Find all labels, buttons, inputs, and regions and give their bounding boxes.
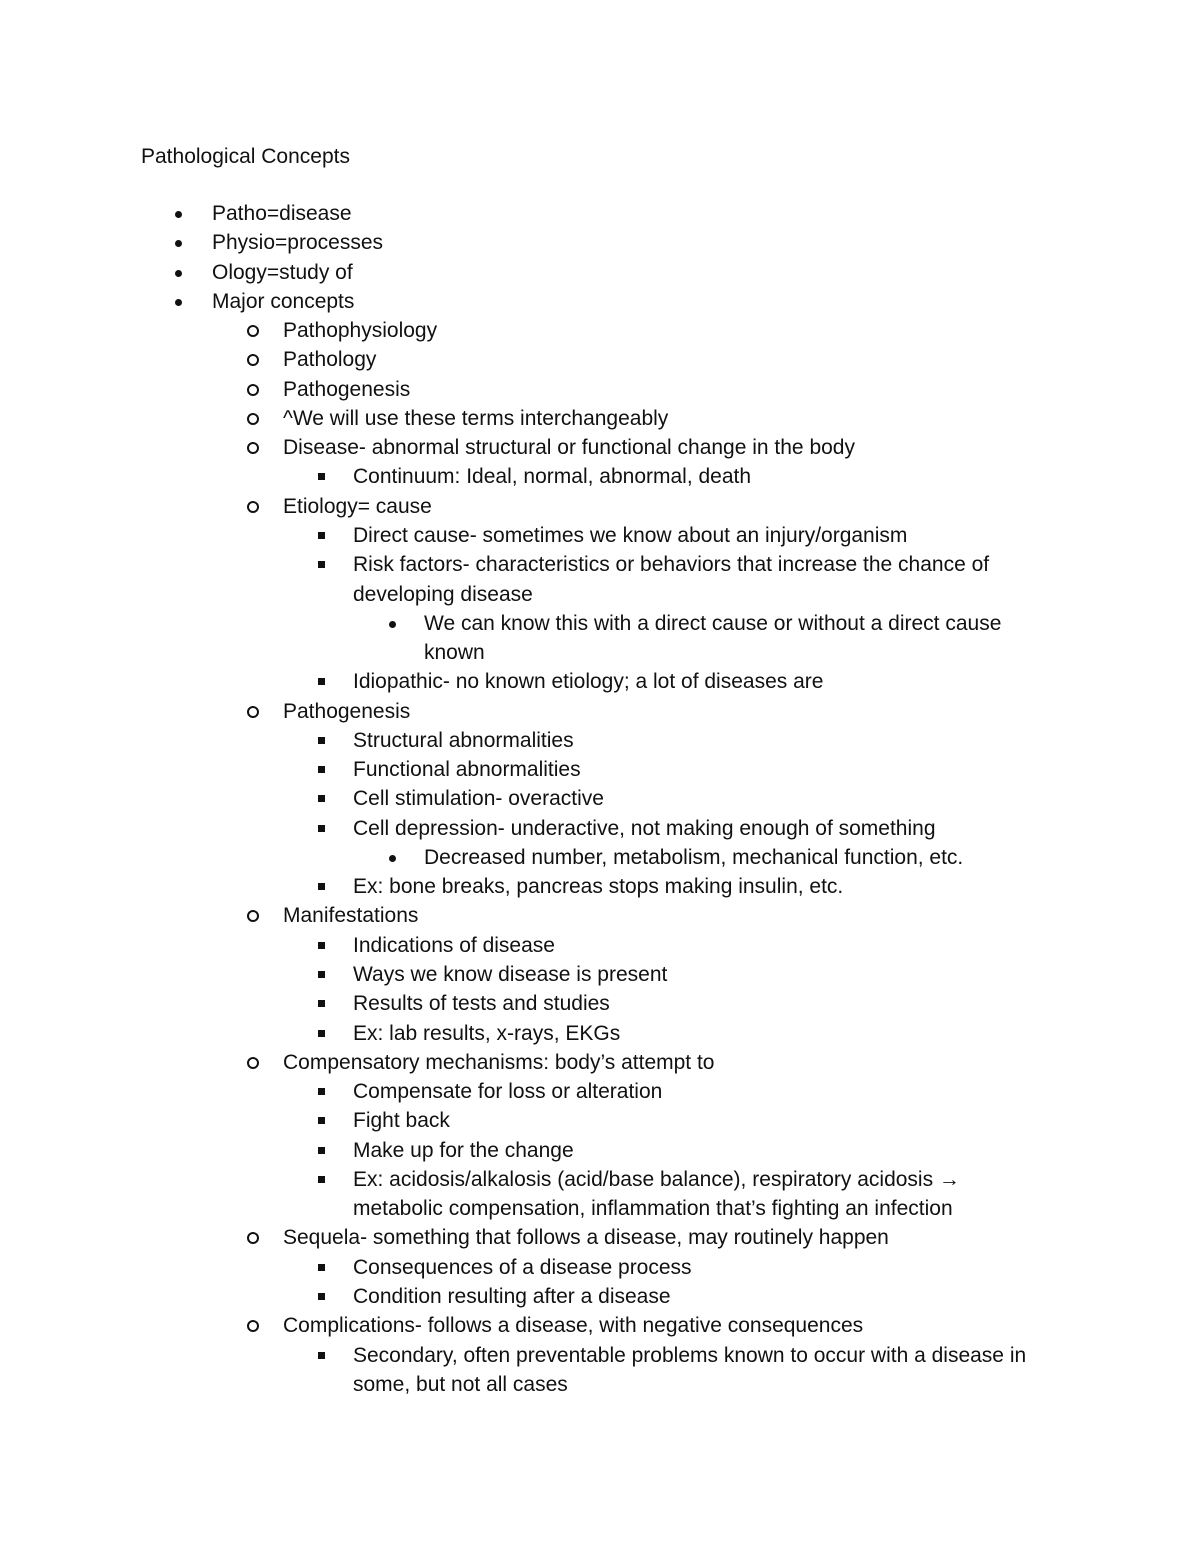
square-bullet-icon <box>318 825 325 832</box>
list-item-continuation: metabolic compensation, inflammation that’s fighting an infection <box>353 1197 953 1220</box>
list-item: Fight back <box>353 1109 450 1132</box>
circle-bullet-icon <box>247 384 259 396</box>
bullet-icon <box>175 299 182 306</box>
list-item: Compensate for loss or alteration <box>353 1080 663 1103</box>
list-item: Cell depression- underactive, not making enough of something <box>353 817 936 840</box>
list-item: Ex: lab results, x-rays, EKGs <box>353 1022 621 1045</box>
list-item: Structural abnormalities <box>353 729 574 752</box>
circle-bullet-icon <box>247 706 259 718</box>
list-item-continuation: some, but not all cases <box>353 1373 568 1396</box>
list-item: Complications- follows a disease, with negative consequences <box>283 1314 864 1337</box>
list-item: Ways we know disease is present <box>353 963 668 986</box>
square-bullet-icon <box>318 1176 325 1183</box>
list-item: Ex: acidosis/alkalosis (acid/base balance), respiratory acidosis → <box>353 1168 960 1191</box>
list-item: Ology=study of <box>212 261 353 284</box>
square-bullet-icon <box>318 1088 325 1095</box>
list-item: Results of tests and studies <box>353 992 610 1015</box>
square-bullet-icon <box>318 971 325 978</box>
square-bullet-icon <box>318 561 325 568</box>
circle-bullet-icon <box>247 1320 259 1332</box>
list-item: ^We will use these terms interchangeably <box>283 407 669 430</box>
circle-bullet-icon <box>247 1057 259 1069</box>
list-item-continuation: known <box>424 641 485 664</box>
bullet-icon <box>175 211 182 218</box>
list-item: Pathogenesis <box>283 700 411 723</box>
list-item: Condition resulting after a disease <box>353 1285 671 1308</box>
circle-bullet-icon <box>247 325 259 337</box>
bullet-icon <box>389 855 396 862</box>
square-bullet-icon <box>318 795 325 802</box>
bullet-icon <box>175 270 182 277</box>
circle-bullet-icon <box>247 442 259 454</box>
list-item: Continuum: Ideal, normal, abnormal, death <box>353 465 752 488</box>
list-item: Risk factors- characteristics or behaviors that increase the chance of <box>353 553 990 576</box>
list-item: Pathology <box>283 348 377 371</box>
square-bullet-icon <box>318 737 325 744</box>
square-bullet-icon <box>318 1000 325 1007</box>
square-bullet-icon <box>318 1264 325 1271</box>
square-bullet-icon <box>318 1352 325 1359</box>
square-bullet-icon <box>318 532 325 539</box>
circle-bullet-icon <box>247 1232 259 1244</box>
square-bullet-icon <box>318 942 325 949</box>
circle-bullet-icon <box>247 354 259 366</box>
square-bullet-icon <box>318 678 325 685</box>
list-item: Manifestations <box>283 904 419 927</box>
circle-bullet-icon <box>247 413 259 425</box>
list-item: Direct cause- sometimes we know about an injury/organism <box>353 524 908 547</box>
list-item: Sequela- something that follows a disease, may routinely happen <box>283 1226 889 1249</box>
square-bullet-icon <box>318 473 325 480</box>
list-item: Etiology= cause <box>283 495 432 518</box>
list-item: Ex: bone breaks, pancreas stops making insulin, etc. <box>353 875 844 898</box>
list-item-continuation: developing disease <box>353 583 533 606</box>
list-item: Physio=processes <box>212 231 384 254</box>
square-bullet-icon <box>318 1147 325 1154</box>
list-item: Functional abnormalities <box>353 758 581 781</box>
bullet-icon <box>175 240 182 247</box>
list-item: Pathogenesis <box>283 378 411 401</box>
list-item: Compensatory mechanisms: body’s attempt to <box>283 1051 715 1074</box>
list-item: Indications of disease <box>353 934 555 957</box>
list-item: Major concepts <box>212 290 355 313</box>
list-item: Cell stimulation- overactive <box>353 787 604 810</box>
list-item: We can know this with a direct cause or without a direct cause <box>424 612 1002 635</box>
circle-bullet-icon <box>247 501 259 513</box>
bullet-icon <box>389 621 396 628</box>
circle-bullet-icon <box>247 910 259 922</box>
square-bullet-icon <box>318 1030 325 1037</box>
list-item: Idiopathic- no known etiology; a lot of diseases are <box>353 670 824 693</box>
list-item: Consequences of a disease process <box>353 1256 692 1279</box>
square-bullet-icon <box>318 883 325 890</box>
list-item: Decreased number, metabolism, mechanical function, etc. <box>424 846 964 869</box>
list-item: Pathophysiology <box>283 319 438 342</box>
square-bullet-icon <box>318 1117 325 1124</box>
list-item: Patho=disease <box>212 202 352 225</box>
list-item: Secondary, often preventable problems known to occur with a disease in <box>353 1344 1027 1367</box>
list-item: Make up for the change <box>353 1139 574 1162</box>
square-bullet-icon <box>318 1293 325 1300</box>
page-title: Pathological Concepts <box>141 145 350 168</box>
square-bullet-icon <box>318 766 325 773</box>
list-item: Disease- abnormal structural or functional change in the body <box>283 436 855 459</box>
